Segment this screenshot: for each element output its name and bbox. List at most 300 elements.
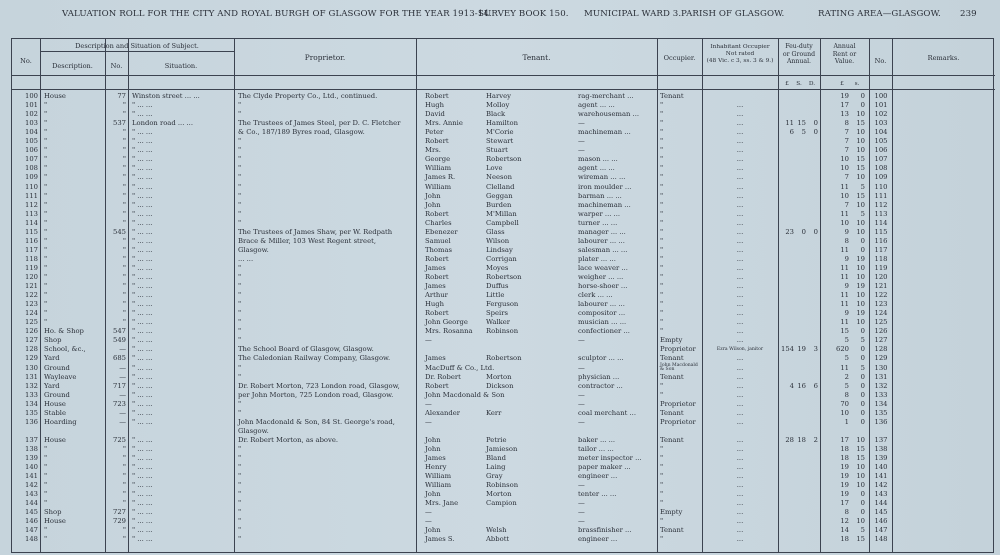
page-header	[0, 9, 1000, 23]
row-ts-cell: Bland	[486, 454, 506, 462]
row-as-cell: 0	[860, 92, 865, 100]
row-desc-cell: "	[44, 273, 48, 281]
row-inh-cell: ...	[736, 182, 744, 191]
row-prop-cell: "	[238, 300, 242, 309]
row-inh-cell: ...	[736, 173, 744, 182]
row-tf-cell: Alexander	[425, 408, 460, 417]
row-prop-cell: per John Morton, 725 London road, Glasgow.	[238, 390, 394, 399]
row-fs-cell: 19	[797, 345, 806, 354]
row-prop-cell: "	[238, 399, 242, 408]
row-tf-cell: John	[425, 435, 441, 444]
row-no-cell: 106	[25, 146, 38, 155]
row-al-cell: 10	[840, 408, 849, 417]
row-as-cell: 19	[856, 282, 865, 291]
row-num-cell: 537	[113, 119, 126, 128]
row-to-cell: —	[578, 119, 585, 128]
col-inhabitant-header	[702, 44, 778, 65]
row-to-cell: engineer ...	[578, 472, 618, 481]
row-al-cell: 5	[844, 381, 849, 390]
row-sit-cell: " ... ...	[132, 309, 153, 318]
row-num-cell: "	[122, 472, 126, 481]
row-prop-cell: "	[238, 499, 242, 508]
row-to-cell: labourer ... ...	[578, 300, 625, 309]
row-occ-cell: "	[660, 182, 664, 191]
row-num-cell: 729	[113, 517, 126, 526]
row-tf-cell: John Macdonald & Son	[425, 390, 505, 399]
row-sit-cell: " ... ...	[132, 318, 153, 327]
row-inh-cell: ...	[736, 282, 744, 291]
row-ts-cell: Robinson	[486, 327, 519, 336]
row-as-cell: 10	[856, 273, 865, 281]
row-inh-cell: ...	[736, 309, 744, 318]
row-no-cell: 144	[25, 499, 38, 508]
row-num-cell: "	[122, 490, 126, 499]
row-desc-cell: Yard	[44, 354, 60, 363]
row-num-cell: 723	[113, 399, 126, 408]
row-ts-cell: Welsh	[486, 526, 507, 535]
row-al-cell: 15	[840, 327, 849, 336]
row-no-cell: 115	[25, 227, 38, 236]
row-ts-cell: Harvey	[486, 92, 511, 100]
row-prop-cell: "	[238, 200, 242, 209]
row-tf-cell: Robert	[425, 309, 449, 318]
row-no-cell: 141	[25, 472, 38, 481]
row-occ-cell: "	[660, 318, 664, 327]
row-al-cell: 5	[844, 354, 849, 363]
row-no-cell: 127	[25, 336, 38, 345]
page-number: 239	[960, 9, 977, 19]
row-al-cell: 19	[840, 463, 849, 472]
row-ts-cell: Geggan	[486, 191, 513, 200]
row-tf-cell: Robert	[425, 273, 449, 281]
row-no2-cell: 108	[874, 164, 888, 173]
row-prop-cell: The Trustees of James Shaw, per W. Redpath	[238, 227, 393, 236]
row-no2-cell: 137	[874, 435, 888, 444]
row-inh-cell: ...	[736, 146, 744, 155]
row-fd-cell: 0	[813, 227, 818, 236]
row-occ-cell: Empty	[660, 508, 683, 517]
row-inh-cell: ...	[736, 336, 744, 345]
row-tf-cell: Mrs.	[425, 146, 441, 155]
row-ts-cell: Robertson	[486, 354, 522, 363]
row-tf-cell: Hugh	[425, 300, 445, 309]
row-al-cell: 11	[840, 318, 849, 327]
row-tf-cell: Hugh	[425, 101, 445, 110]
row-as-cell: 10	[856, 263, 865, 272]
row-as-cell: 15	[856, 454, 865, 462]
row-no-cell: 136	[25, 417, 38, 426]
col-occupier-header: Occupier.	[663, 54, 696, 62]
row-no-cell: 101	[25, 101, 38, 110]
row-desc-cell: "	[44, 146, 48, 155]
row-to-cell: —	[578, 508, 585, 517]
row-to-cell: —	[578, 390, 585, 399]
row-inh-cell: ...	[736, 408, 744, 417]
row-desc-cell: "	[44, 463, 48, 472]
row-al-cell: 19	[840, 92, 849, 100]
row-no2-cell: 129	[874, 354, 888, 363]
row-no-cell: 112	[25, 200, 38, 209]
row-sit-cell: " ... ...	[132, 417, 153, 426]
row-to-cell: brassfinisher ...	[578, 526, 632, 535]
row-no2-cell: 144	[874, 499, 888, 508]
row-tf-cell: John	[425, 444, 441, 453]
row-al-cell: 14	[840, 526, 849, 535]
row-no2-cell: 131	[874, 372, 888, 381]
row-desc-cell: "	[44, 236, 48, 245]
row-as-cell: 10	[856, 517, 865, 526]
row-as-cell: 15	[856, 191, 865, 200]
row-inh-cell: ...	[736, 526, 744, 535]
row-al-cell: 8	[844, 236, 849, 245]
row-desc-cell: "	[44, 164, 48, 173]
row-as-cell: 0	[860, 354, 865, 363]
row-ts-cell: Corrigan	[486, 254, 517, 263]
row-num-cell: "	[122, 463, 126, 472]
row-no2-cell: 118	[874, 254, 888, 263]
row-sit-cell: " ... ...	[132, 282, 153, 291]
row-to-cell: engineer ...	[578, 535, 618, 544]
row-al-cell: 70	[840, 399, 849, 408]
row-occ-cell: "	[660, 119, 664, 128]
row-inh-cell: ...	[736, 372, 744, 381]
row-desc-cell: "	[44, 101, 48, 110]
row-no2-cell: 102	[874, 110, 888, 119]
row-desc-cell: "	[44, 218, 48, 227]
row-desc-cell: Yard	[44, 381, 60, 390]
row-tf-cell: John	[425, 526, 441, 535]
feu-line-2: or Ground	[782, 50, 816, 58]
row-ts-cell: Laing	[486, 463, 506, 472]
row-occ-cell: "	[660, 209, 664, 218]
row-occ-cell: "	[660, 309, 664, 318]
row-desc-cell: "	[44, 318, 48, 327]
row-to-cell: plater ... ...	[578, 254, 616, 263]
row-prop-cell: John Macdonald & Son, 84 St. George's road,	[238, 417, 395, 426]
row-as-cell: 19	[856, 309, 865, 318]
row-no2-cell: 106	[874, 146, 888, 155]
rating-area: RATING AREA—GLASGOW.	[818, 9, 941, 19]
row-to-cell: compositor ...	[578, 309, 626, 318]
municipal-ward: MUNICIPAL WARD 3.	[584, 9, 682, 19]
row-to-cell: weigher ... ...	[578, 273, 624, 281]
row-ts-cell: Abbott	[486, 535, 510, 544]
row-ts-cell: Stewart	[486, 137, 514, 146]
row-no2-cell: 111	[874, 191, 888, 200]
row-num-cell: "	[122, 155, 126, 164]
row-ts-cell: Moyes	[486, 263, 509, 272]
row-to-cell: mason ... ...	[578, 155, 618, 164]
row-as-cell: 10	[856, 300, 865, 309]
row-al-cell: 2	[844, 372, 849, 381]
row-inh-cell: ...	[736, 354, 744, 363]
row-occ-cell: "	[660, 444, 664, 453]
row-inh-cell: ...	[736, 490, 744, 499]
col-proprietor-header: Proprietor.	[304, 53, 346, 62]
row-fd-cell: 3	[813, 345, 818, 354]
row-no2-cell: 125	[874, 318, 888, 327]
row-ts-cell: Morton	[486, 372, 512, 381]
row-tf-cell: John	[425, 191, 441, 200]
row-no2-cell: 140	[874, 463, 888, 472]
row-prop-cell: "	[238, 101, 242, 110]
row-fl-cell: 11	[785, 119, 794, 128]
row-no-cell: 137	[25, 435, 38, 444]
row-occ-cell: "	[660, 327, 664, 336]
row-desc-cell: "	[44, 490, 48, 499]
row-to-cell: —	[578, 417, 585, 426]
row-sit-cell: " ... ...	[132, 499, 153, 508]
row-tf-cell: Charles	[425, 218, 452, 227]
row-num-cell: "	[122, 454, 126, 462]
row-no-cell: 114	[25, 218, 38, 227]
row-to-cell: machineman ...	[578, 128, 631, 137]
row-as-cell: 19	[856, 254, 865, 263]
row-no2-cell: 126	[874, 327, 888, 336]
row-sit-cell: " ... ...	[132, 254, 153, 263]
row-no2-cell: 130	[874, 363, 888, 372]
row-prop-cell: "	[238, 454, 242, 462]
row-al-cell: 17	[840, 435, 849, 444]
row-desc-cell: "	[44, 137, 48, 146]
row-desc-cell: "	[44, 454, 48, 462]
row-no2-cell: 121	[874, 282, 888, 291]
row-prop-cell: "	[238, 282, 242, 291]
row-tf-cell: James	[425, 354, 446, 363]
row-num-cell: —	[119, 345, 126, 354]
row-al-cell: 18	[840, 444, 849, 453]
row-prop-cell: "	[238, 318, 242, 327]
row-to-cell: —	[578, 499, 585, 508]
col-remarks-header: Remarks.	[927, 54, 960, 62]
row-desc-cell: "	[44, 155, 48, 164]
row-desc-cell: "	[44, 110, 48, 119]
col-situation-header: Situation.	[164, 62, 198, 70]
row-prop-cell: "	[238, 408, 242, 417]
row-as-cell: 10	[856, 200, 865, 209]
row-no-cell: 117	[25, 245, 38, 254]
row-to-cell: wireman ... ...	[578, 173, 626, 182]
row-sit-cell: " ... ...	[132, 173, 153, 182]
row-al-cell: 7	[844, 128, 849, 137]
row-no2-cell: 128	[874, 345, 888, 354]
row-prop-cell: "	[238, 309, 242, 318]
row-num-cell: 685	[113, 354, 126, 363]
row-ts-cell: Black	[486, 110, 506, 119]
row-ts-cell: Glass	[486, 227, 505, 236]
row-prop-cell: Dr. Robert Morton, as above.	[238, 435, 339, 444]
row-ts-cell: Molloy	[486, 101, 510, 110]
row-num-cell: "	[122, 282, 126, 291]
row-sit-cell: London road ... ...	[132, 119, 193, 128]
row-no-cell: 104	[25, 128, 38, 137]
row-inh-cell: ...	[736, 273, 744, 281]
row-num-cell: "	[122, 164, 126, 173]
row-desc-cell: "	[44, 444, 48, 453]
row-no2-cell: 139	[874, 454, 888, 462]
annual-line-3: Value.	[834, 58, 855, 65]
row-fl-cell: 23	[785, 227, 794, 236]
row-inh-cell: Ezra Wilson, janitor	[716, 347, 764, 353]
row-al-cell: 11	[840, 300, 849, 309]
row-as-cell: 10	[856, 137, 865, 146]
row-occ-cell: Tenant	[660, 435, 684, 444]
row-occ-cell: "	[660, 227, 664, 236]
row-desc-cell: "	[44, 282, 48, 291]
row-inh-cell: ...	[736, 263, 744, 272]
row-tf-cell: Robert	[425, 137, 449, 146]
row-no-cell: 143	[25, 490, 38, 499]
row-num-cell: "	[122, 291, 126, 300]
row-ts-cell: Kerr	[486, 408, 502, 417]
annual-line-2: Rent or	[832, 50, 857, 58]
row-tf-cell: Mrs. Jane	[425, 499, 459, 508]
row-tf-cell: —	[425, 517, 432, 526]
row-inh-cell: ...	[736, 390, 744, 399]
row-desc-cell: Stable	[44, 408, 66, 417]
row-sit-cell: " ... ...	[132, 454, 153, 462]
row-no-cell: 132	[25, 381, 38, 390]
row-as-cell: 5	[860, 209, 865, 218]
row-sit-cell: " ... ...	[132, 444, 153, 453]
row-num-cell: 725	[113, 435, 126, 444]
row-inh-cell: ...	[736, 110, 744, 119]
row-no2-cell: 120	[874, 273, 888, 281]
row-fd-cell: 6	[813, 381, 818, 390]
row-sit-cell: " ... ...	[132, 535, 153, 544]
row-no-cell: 145	[25, 508, 38, 517]
row-desc-cell: Shop	[44, 508, 62, 517]
row-num-cell: —	[119, 372, 126, 381]
row-num-cell: "	[122, 254, 126, 263]
row-as-cell: 10	[856, 218, 865, 227]
row-occ-cell: "	[660, 110, 664, 119]
row-no-cell: 118	[25, 254, 38, 263]
row-no2-cell: 109	[874, 173, 888, 182]
row-prop-cell: "	[238, 535, 242, 544]
row-ts-cell: Stuart	[486, 146, 508, 155]
row-occ-cell: "	[660, 300, 664, 309]
row-inh-cell: ...	[736, 101, 744, 110]
row-desc-cell: "	[44, 209, 48, 218]
row-prop-cell: The School Board of Glasgow, Glasgow.	[238, 345, 374, 354]
row-tf-cell: James	[425, 263, 446, 272]
row-tf-cell: John George	[425, 318, 468, 327]
row-num-cell: "	[122, 535, 126, 544]
row-occ-cell: "	[660, 535, 664, 544]
row-fl-cell: 28	[785, 435, 794, 444]
annual-shilling-label: s.	[854, 81, 860, 87]
row-occ-cell: "	[660, 490, 664, 499]
row-sit-cell: " ... ...	[132, 227, 153, 236]
row-occ-cell: "	[660, 137, 664, 146]
row-ts-cell: Burden	[486, 200, 512, 209]
row-ts-cell: M'Millan	[486, 209, 517, 218]
row-al-cell: 9	[844, 254, 849, 263]
row-num-cell: "	[122, 309, 126, 318]
row-ts-cell: Petrie	[486, 435, 507, 444]
row-inh-cell: ...	[736, 454, 744, 462]
row-num-cell: "	[122, 209, 126, 218]
row-no-cell: 119	[25, 263, 38, 272]
row-num-cell: "	[122, 444, 126, 453]
row-sit-cell: " ... ...	[132, 354, 153, 363]
row-to-cell: tailor ... ...	[578, 444, 614, 453]
row-no-cell: 139	[25, 454, 38, 462]
row-prop-cell: "	[238, 155, 242, 164]
row-to-cell: —	[578, 481, 585, 490]
row-prop-cell: "	[238, 490, 242, 499]
row-fd-cell: 2	[813, 435, 818, 444]
row-num-cell: "	[122, 137, 126, 146]
row-sit-cell: " ... ...	[132, 263, 153, 272]
row-no2-cell: 138	[874, 444, 888, 453]
row-num-cell: 727	[113, 508, 126, 517]
row-al-cell: 7	[844, 146, 849, 155]
row-occ-cell: "	[660, 454, 664, 462]
row-no-cell: 113	[25, 209, 38, 218]
row-desc-cell: "	[44, 200, 48, 209]
row-occ-cell: "	[660, 291, 664, 300]
row-sit-cell: " ... ...	[132, 363, 153, 372]
row-al-cell: 9	[844, 282, 849, 291]
row-inh-cell: ...	[736, 291, 744, 300]
row-occ-cell: "	[660, 173, 664, 182]
row-ts-cell: Campion	[486, 499, 517, 508]
row-no-cell: 138	[25, 444, 38, 453]
row-tf-cell: Arthur	[425, 291, 448, 300]
row-tf-cell: John	[425, 490, 441, 499]
row-ts-cell: Gray	[486, 472, 503, 481]
row-as-cell: 0	[860, 508, 865, 517]
row-fs-cell: 16	[797, 381, 806, 390]
row-inh-cell: ...	[736, 381, 744, 390]
row-no2-cell: 100	[874, 92, 888, 100]
row-desc-cell: House	[44, 399, 66, 408]
row-fs-cell: 18	[797, 435, 806, 444]
row-sit-cell: " ... ...	[132, 128, 153, 137]
row-tf-cell: Robert	[425, 254, 449, 263]
row-tf-cell: James	[425, 454, 446, 462]
row-occ-cell: "	[660, 481, 664, 490]
row-sit-cell: " ... ...	[132, 155, 153, 164]
row-no-cell: 125	[25, 318, 38, 327]
row-prop-cell: "	[238, 137, 242, 146]
row-to-cell: machineman ...	[578, 200, 631, 209]
row-tf-cell: Robert	[425, 381, 449, 390]
row-al-cell: 11	[840, 245, 849, 254]
row-sit-cell: " ... ...	[132, 191, 153, 200]
row-desc-cell: "	[44, 472, 48, 481]
row-as-cell: 0	[860, 381, 865, 390]
row-as-cell: 0	[860, 499, 865, 508]
row-occ-cell: "	[660, 254, 664, 263]
row-sit-cell: " ... ...	[132, 517, 153, 526]
row-no2-cell: 141	[874, 472, 888, 481]
row-num-cell: —	[119, 390, 126, 399]
row-as-cell: 0	[860, 490, 865, 499]
row-as-cell: 10	[856, 146, 865, 155]
row-al-cell: 9	[844, 227, 849, 236]
row-ts-cell: Campbell	[486, 218, 519, 227]
feu-line-1: Feu-duty	[785, 43, 813, 50]
row-occ-cell: "	[660, 128, 664, 137]
col-tenant-header: Tenant.	[522, 53, 551, 62]
row-tf-cell: William	[425, 472, 452, 481]
row-no2-cell: 142	[874, 481, 888, 490]
row-to-cell: contractor ...	[578, 381, 623, 390]
row-inh-cell: ...	[736, 444, 744, 453]
